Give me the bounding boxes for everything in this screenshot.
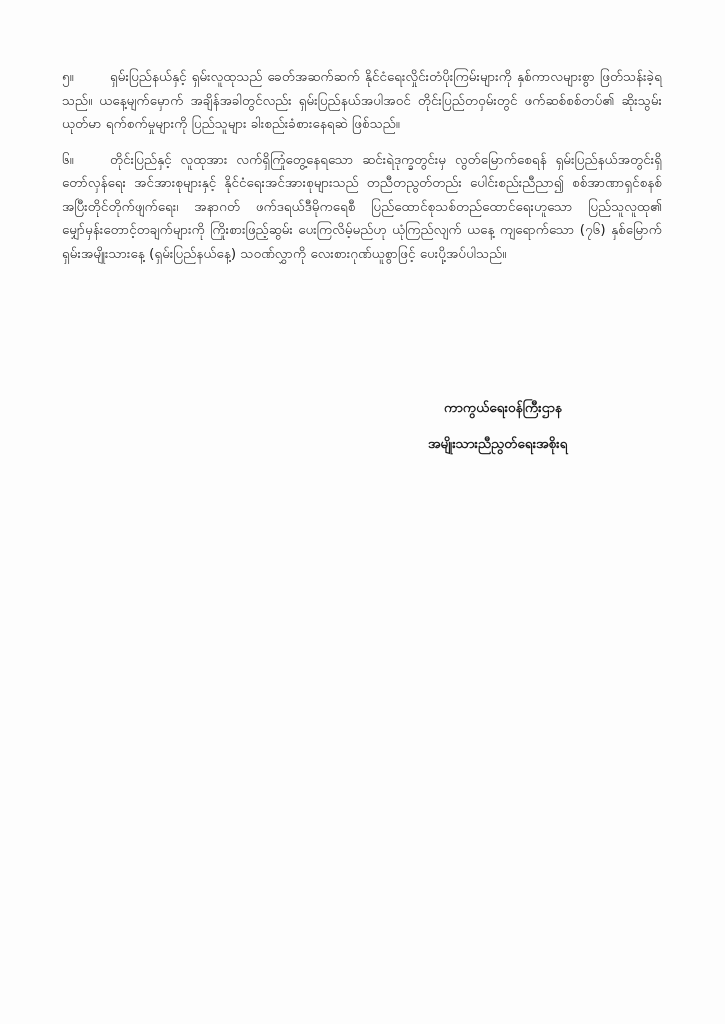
- paragraph-6: [62, 149, 662, 267]
- paragraph-text: တိုင်းပြည်နှင့် လူထုအား လက်ရှိကြုံတွေ့နေရသော ဆင်းရဲဒုက္ခတွင်းမှ လွတ်မြောက်စေရန် ရှမ်းပြည်နယ်အတွင်းရှိ တော်လှန်ရေး အင်အားစုများနှင့် နိုင်ငံရေးအင်အားစုများသည် တညီတညွတ်တည်း ပေါင်းစည်းညီညာ၍ စစ်အာဏာရှင်စနစ် အပြီးတိုင်တိုက်ဖျက်ရေး၊ အနာဂတ် ဖက်ဒရယ်ဒီမိုကရေစီ ပြည်ထောင်စုသစ်တည်ထောင်ရေးဟူသော ပြည်သူလူထု၏ မျှော်မှန်းတောင့်တချက်များကို ကြိုးစားဖြည့်ဆွမ်း ပေးကြလိမ့်မည်ဟု ယုံကြည်လျက် ယနေ့ ကျရောက်သော (၇၆) နှစ်မြောက် ရှမ်းအမျိုးသားနေ့ (ရှမ်းပြည်နယ်နေ့) သဝဏ်လွှာကို လေးစားဂုဏ်ယူစွာဖြင့် ပေးပို့အပ်ပါသည်။: [62, 152, 662, 262]
- paragraph-number: ၅။: [62, 70, 74, 85]
- paragraph-number: ၆။: [62, 152, 74, 168]
- paragraph-text: ရှမ်းပြည်နယ်နှင့် ရှမ်းလူထုသည် ခေတ်အဆက်ဆက် နိုင်ငံရေးလှိုင်းတံပိုးကြမ်းများကို နှစ်ကာလများစွာ ဖြတ်သန်းခဲ့ရသည်။ ယနေ့မျက်မှောက် အချိန်အခါတွင်လည်း ရှမ်းပြည်နယ်အပါအဝင် တိုင်းပြည်တဝှမ်းတွင် ဖက်ဆစ်စစ်တပ်၏ ဆိုးသွမ်းယုတ်မာ ရက်စက်မှုများကို ပြည်သူများ ခါးစည်းခံစားနေရဆဲ ဖြစ်သည်။: [62, 70, 662, 132]
- signature-block: [428, 398, 688, 454]
- document-body: [62, 66, 662, 278]
- paragraph-5: [62, 66, 662, 137]
- signature-ministry: ကာကွယ်ရေးဝန်ကြီးဌာန: [444, 400, 562, 416]
- signature-government: အမျိုးသားညီညွတ်ရေးအစိုးရ: [428, 436, 568, 452]
